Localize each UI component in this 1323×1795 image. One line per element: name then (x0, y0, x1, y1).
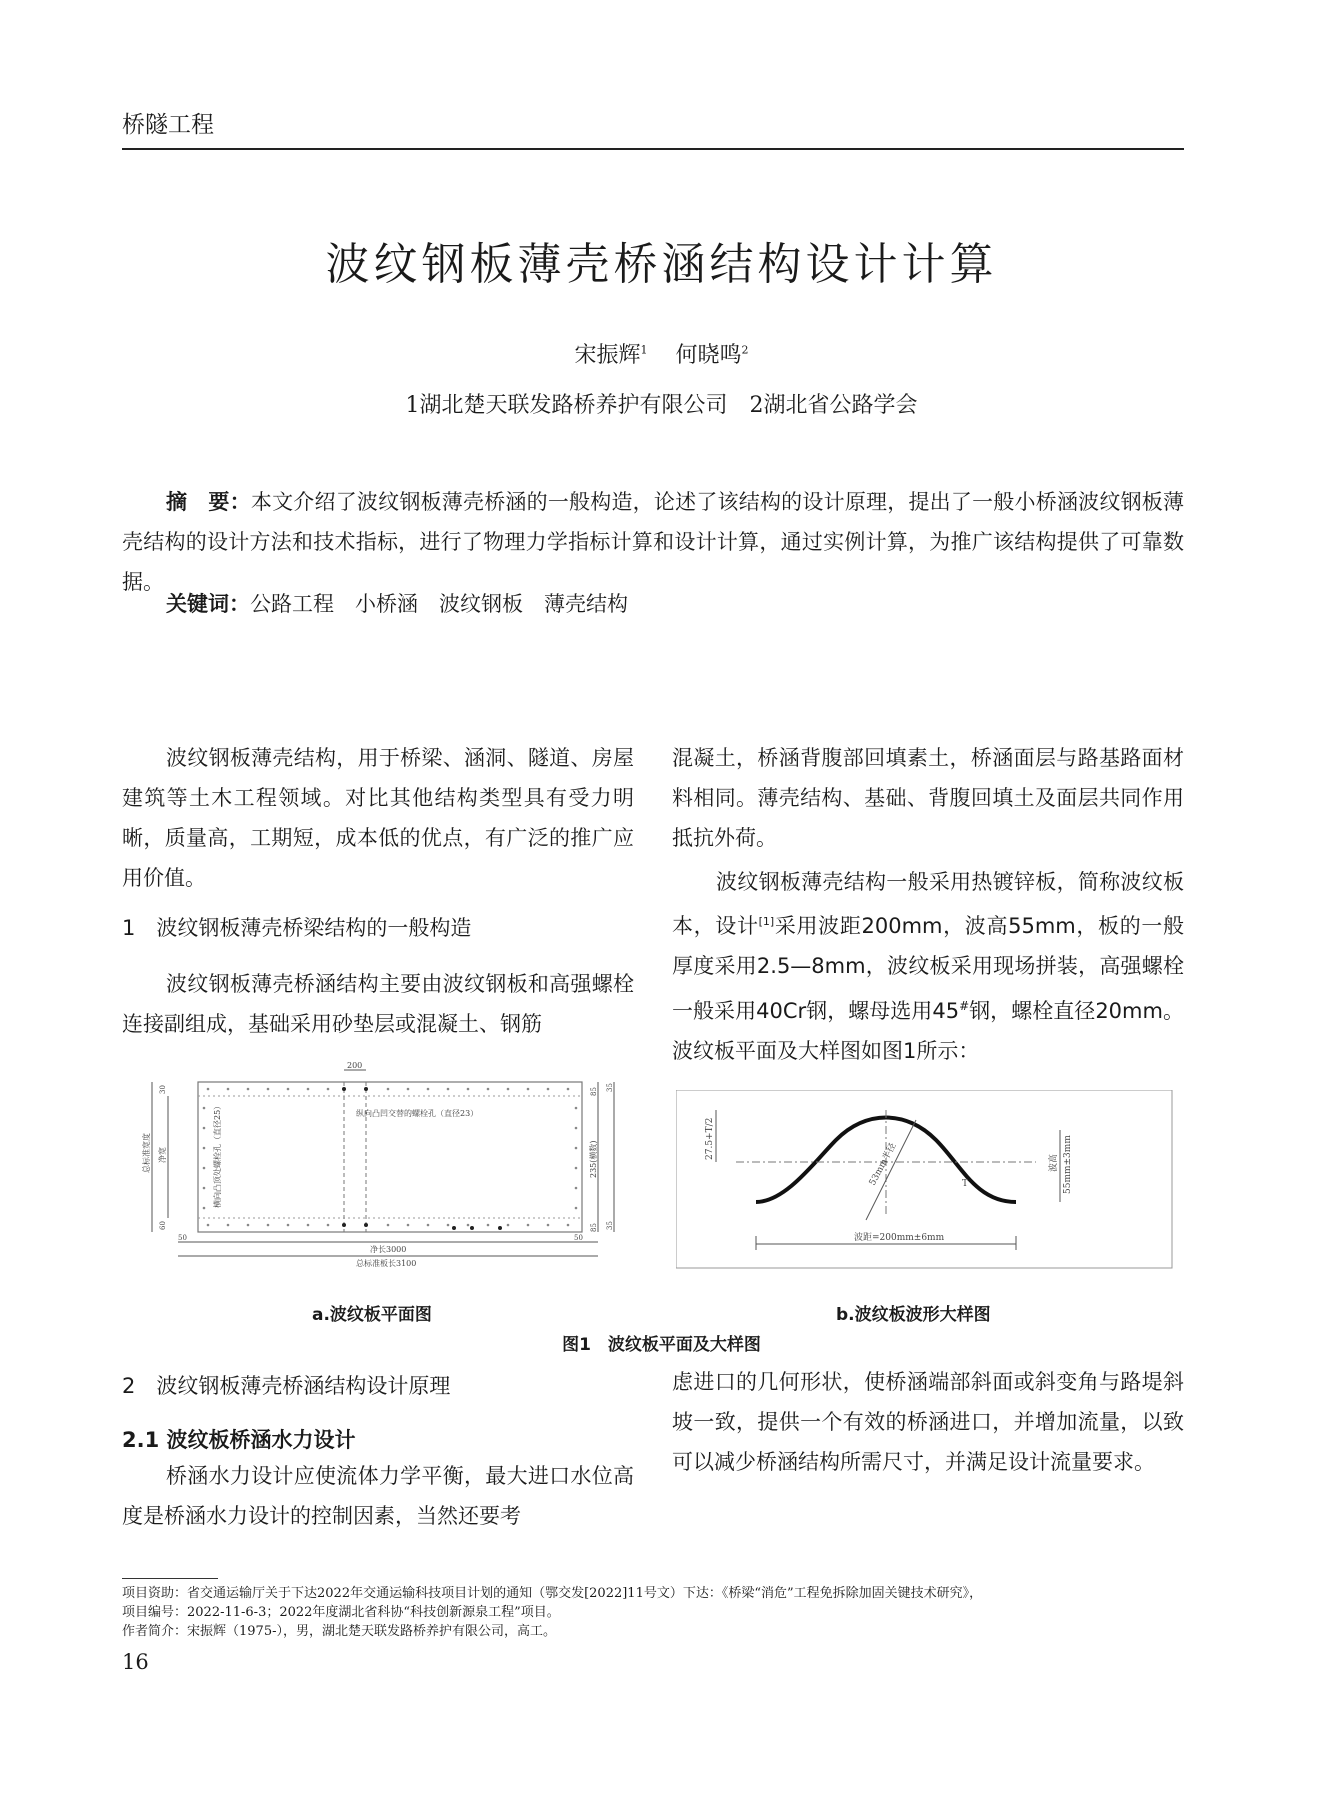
dim-text: 85 (590, 1223, 598, 1232)
footnote-author-bio: 作者简介：宋振辉（1975-），男，湖北楚天联发路桥养护有限公司，高工。 (122, 1624, 556, 1639)
wave-height-value: 55mm±3mm (1063, 1135, 1073, 1194)
wave-height-label: 波高 (1049, 1153, 1059, 1172)
note-transverse-holes: 横向凸顶处螺栓孔（直径25） (213, 1101, 222, 1208)
dim-total-length: 总标准板长3100 (356, 1259, 417, 1268)
intro-paragraph: 波纹钢板薄壳结构，用于桥梁、涵洞、隧道、房屋建筑等土木工程领域。对比其他结构类型具有受力明晰，质量高，工期短，成本低的优点，有广泛的推广应用价值。 (122, 746, 634, 890)
author-name: 何晓鸣 (675, 343, 742, 368)
author-affil-mark: 2 (741, 343, 749, 357)
page-number: 16 (122, 1650, 149, 1674)
radius-label: 53mm半径 (867, 1141, 899, 1188)
figure-1b-wave-drawing (676, 1090, 1174, 1270)
dim-text: 60 (159, 1221, 167, 1230)
figure-1b-caption: b.波纹板波形大样图 (836, 1305, 991, 1325)
figure-1-caption: 图1 波纹板平面及大样图 (562, 1335, 761, 1355)
keywords-items: 公路工程 小桥涵 波纹钢板 薄壳结构 (250, 592, 628, 616)
citation-ref: [1] (758, 915, 775, 928)
header-rule (122, 148, 1184, 150)
paper-title: 波纹钢板薄壳桥涵结构设计计算 (325, 239, 998, 290)
wave-pitch-label: 波距=200mm±6mm (854, 1233, 945, 1243)
dim-net-length: 净长3000 (370, 1245, 407, 1254)
abstract-text: 本文介绍了波纹钢板薄壳桥涵的一般构造，论述了该结构的设计原理，提出了一般小桥涵波纹钢板薄壳结构的设计方法和技术指标，进行了物理力学指标计算和设计计算，通过实例计算，为推广该结构提供了可靠数据。 (122, 490, 1185, 594)
thickness-label: T (962, 1179, 969, 1189)
keywords-label: 关键词： (166, 591, 250, 616)
dim-net-width: 净宽 (158, 1147, 167, 1163)
plate-outline (198, 1082, 582, 1232)
abstract-label: 摘 要： (166, 489, 251, 514)
right-col-paragraph-1: 混凝土，桥涵背腹部回填素土，桥涵面层与路基路面材料相同。薄壳结构、基础、背腹回填土及面层共同作用抵抗外荷。 (672, 746, 1184, 850)
footnote-project-number: 项目编号：2022-11-6-3；2022年度湖北省科协“科技创新源泉工程”项目。 (122, 1605, 560, 1620)
dim-text: 85 (590, 1087, 598, 1096)
section-1-paragraph: 波纹钢板薄壳桥涵结构主要由波纹钢板和高强螺栓连接副组成，基础采用砂垫层或混凝土、钢筋 (122, 972, 634, 1036)
section-2-heading: 2 波纹钢板薄壳桥涵结构设计原理 (122, 1374, 451, 1398)
note-longitudinal-holes: 纵向凸凹交替的螺栓孔（直径23） (356, 1109, 479, 1118)
author-name: 宋振辉 (574, 343, 641, 368)
text-run: 波纹钢板薄壳结构一般采用热镀锌板，简称波纹板本，设计 (672, 870, 1184, 938)
dim-text: 30 (159, 1085, 167, 1094)
dim-text: 200 (347, 1061, 363, 1070)
superscript-mark: # (959, 999, 970, 1013)
right-col-paragraph-2 (672, 862, 1184, 1071)
author-line (0, 338, 1323, 369)
dim-text: 50 (178, 1234, 187, 1242)
footnote-funding: 项目资助：省交通运输厅关于下达2022年交通运输科技项目计划的通知（鄂交发[2022]11号文）下达：《桥梁“消危”工程免拆除加固关键技术研究》， (122, 1586, 983, 1601)
author-affil-mark: 1 (640, 343, 648, 357)
dim-text: 50 (574, 1234, 583, 1242)
dim-text: 35 (606, 1083, 614, 1092)
section-2-1-paragraph: 桥涵水力设计应使流体力学平衡，最大进口水位高度是桥涵水力设计的控制因素，当然还要考 (122, 1464, 634, 1528)
footnote-rule (122, 1578, 218, 1579)
affiliations: 1湖北楚天联发路桥养护有限公司 2湖北省公路学会 (405, 393, 918, 418)
keywords (166, 588, 628, 618)
dim-text: 235(横数) (589, 1140, 598, 1178)
abstract (122, 482, 1184, 602)
dim-total-width: 总标准宽度 (142, 1133, 151, 1173)
figure-1a-plan-drawing (138, 1058, 638, 1268)
text-run: 钢，螺栓直径20mm。波纹板平面及大样图如图1所示： (672, 999, 1184, 1063)
section-1-heading: 1 波纹钢板薄壳桥梁结构的一般构造 (122, 916, 472, 940)
dim-left-label: 27.5+T/2 (705, 1117, 715, 1160)
figure-1a-caption: a.波纹板平面图 (312, 1305, 432, 1325)
section-2-1-paragraph-cont: 虑进口的几何形状，使桥涵端部斜面或斜变角与路堤斜坡一致，提供一个有效的桥涵进口，并增加流量，以致可以减少桥涵结构所需尺寸，并满足设计流量要求。 (672, 1370, 1184, 1474)
section-2-1-heading: 2.1 波纹板桥涵水力设计 (122, 1428, 356, 1452)
dim-text: 35 (606, 1221, 614, 1230)
text-run: 采用波距200mm，波高55mm，板的一般厚度采用2.5—8mm，波纹板采用现场拼装，高强螺栓一般采用40Cr钢，螺母选用45 (672, 914, 1184, 1023)
journal-section-label: 桥隧工程 (122, 112, 214, 138)
